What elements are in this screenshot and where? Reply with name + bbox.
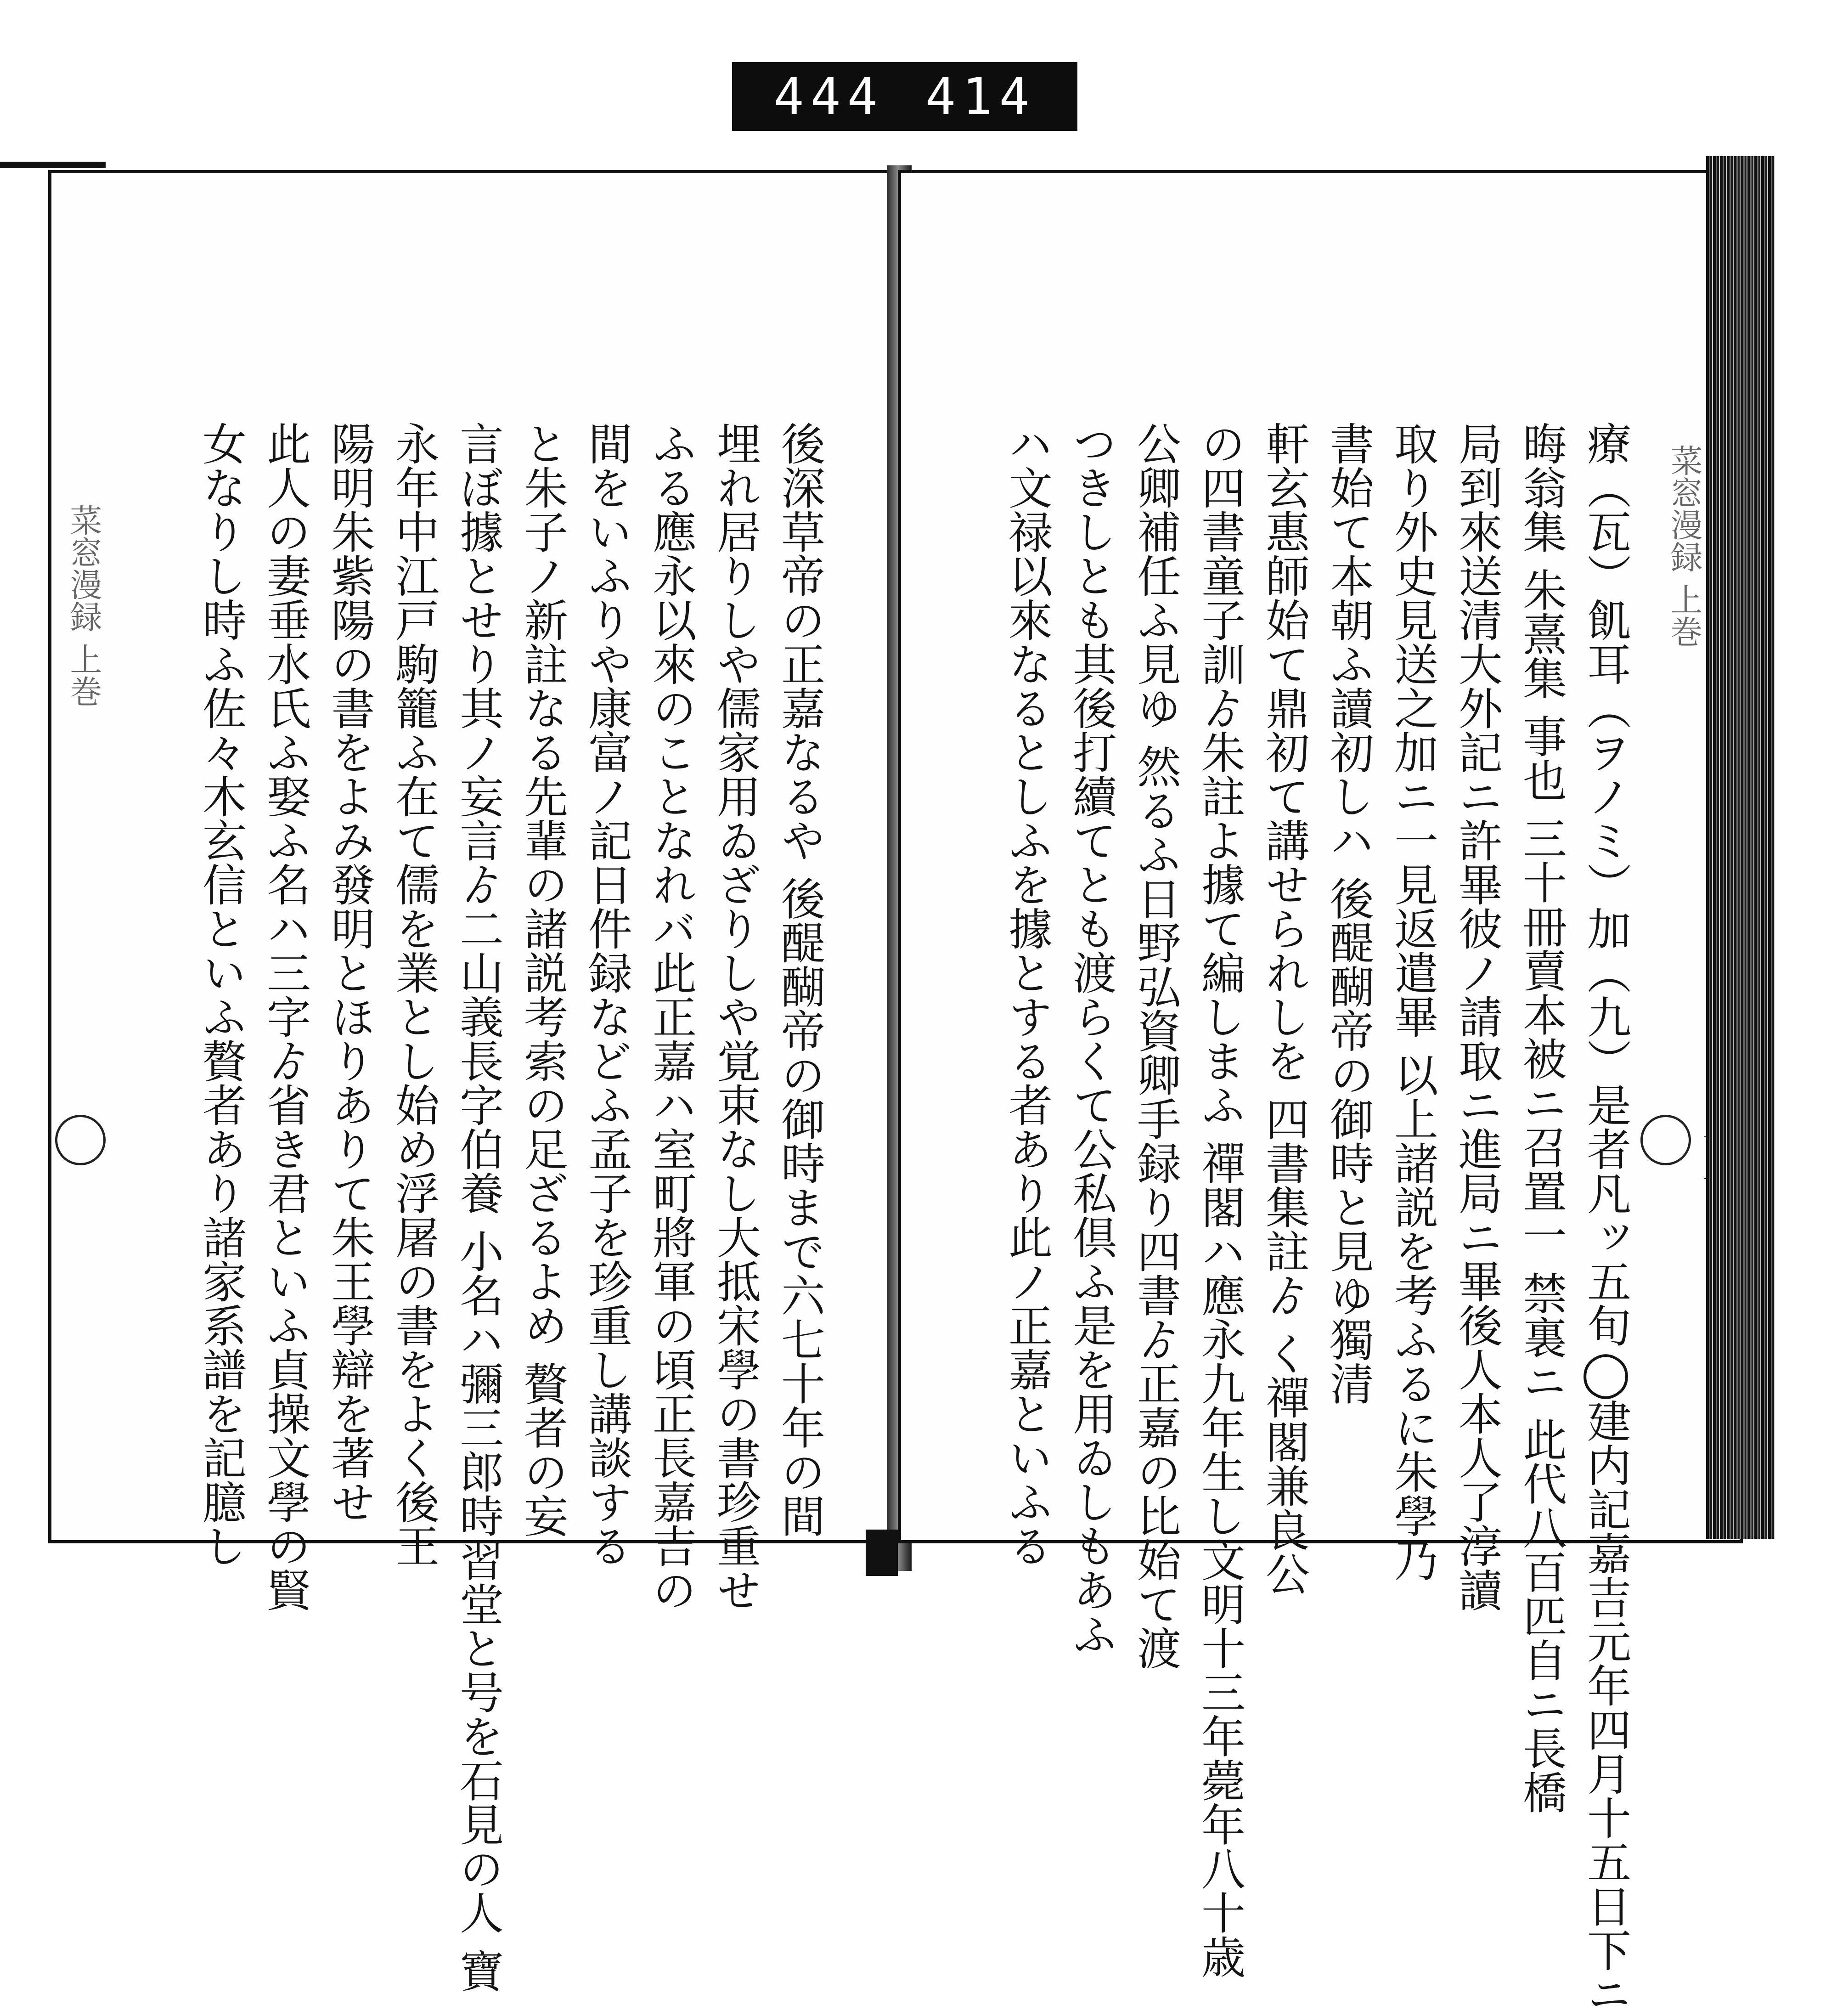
right-page (898, 170, 1743, 2016)
catalog-label (732, 62, 1077, 131)
right-column-8: 公卿補任ふ見ゆ 然るふ日野弘資卿手録り四書ゟ正嘉の比始て渡 (1130, 421, 1182, 1670)
right-column-4: 取り外史見送之加ニ一見返遣畢 以上諸説を考ふるに朱學乃 (1387, 421, 1439, 1582)
left-column-10: 女なりし時ふ佐々木玄信といふ贅者あり諸家系譜を記臆し (195, 421, 247, 1568)
binding-tab (866, 1530, 898, 1576)
left-column-4: 間をいふりや康富ノ記日件録などふ孟子を珍重し講談する (581, 421, 633, 1568)
catalog-number-right: 414 (925, 67, 1036, 126)
right-column-5: 書始て本朝ふ讀初しハ 後醍醐帝の御時と見ゆ獨清 (1323, 421, 1375, 1406)
right-column-3: 局到來送清大外記ニ許畢彼ノ請取ニ進局ニ畢後人本人了淳讀 (1451, 421, 1503, 1612)
left-column-6: 言ぼ據とせり其ノ妄言ゟ二山義長字伯養 小名ハ彌三郎時習堂と号を石見の人 寶 (452, 421, 504, 1993)
left-page-mark (55, 1115, 106, 1165)
right-page-mark (1640, 1115, 1691, 1165)
right-column-1: 療（瓦）飢耳（ヲノミ）加（九）是者凡ッ五旬◯建内記嘉吉元年四月十五日下ニ (1580, 421, 1632, 2016)
left-page (48, 170, 900, 1993)
right-column-7: の四書童子訓ゟ朱註よ據て編しまふ 禪閣ハ應永九年生し文明十三年薨年八十歳 (1194, 421, 1246, 1979)
left-column-5: と朱子ノ新註なる先輩の諸説考索の足ざるよめ 贅者の妄 (517, 421, 569, 1538)
right-column-2: 晦翁集 朱熹集 事也 三十冊賣本被ニ召置一 禁裏ニ 此代八百匹自ニ長橋 (1516, 421, 1567, 1814)
right-margin-title: 菜窓漫録 上巻 (1665, 444, 1703, 648)
left-column-1: 後深草帝の正嘉なるや 後醍醐帝の御時まで六七十年の間 (774, 421, 826, 1538)
right-column-10: ハ文禄以來なるとしふを據とする者あり此ノ正嘉といふる (1001, 421, 1053, 1568)
left-column-9: 此人の妻垂水氏ふ娶ふ名ハ三字ゟ省き君といふ貞操文學の賢 (259, 421, 311, 1612)
page-fore-edge (1706, 156, 1775, 1539)
cover-edge (0, 162, 106, 168)
right-column-9: つきしとも其後打續てとも渡らくて公私倶ふ是を用ゐしもあふ (1065, 421, 1117, 1656)
left-margin-title: 菜窓漫録 上巻 (65, 504, 102, 707)
catalog-number-left: 444 (773, 67, 884, 126)
left-column-3: ふる應永以來のことなれバ此正嘉ハ室町將軍の頃正長嘉吉の (645, 421, 697, 1612)
open-book (48, 156, 1775, 2016)
left-column-8: 陽明朱紫陽の書をよみ發明とほりありて朱王學辯を著せ (324, 421, 376, 1524)
right-column-6: 軒玄惠師始て鼎初て講せられしを 四書集註ゟ く禪閣兼良公 (1258, 421, 1310, 1596)
left-column-2: 埋れ居りしや儒家用ゐざりしや覚束なし大抵宋學の書珍重せ (710, 421, 761, 1612)
left-column-7: 永年中江戸駒籠ふ在て儒を業とし始め浮屠の書をよく後王 (388, 421, 440, 1568)
